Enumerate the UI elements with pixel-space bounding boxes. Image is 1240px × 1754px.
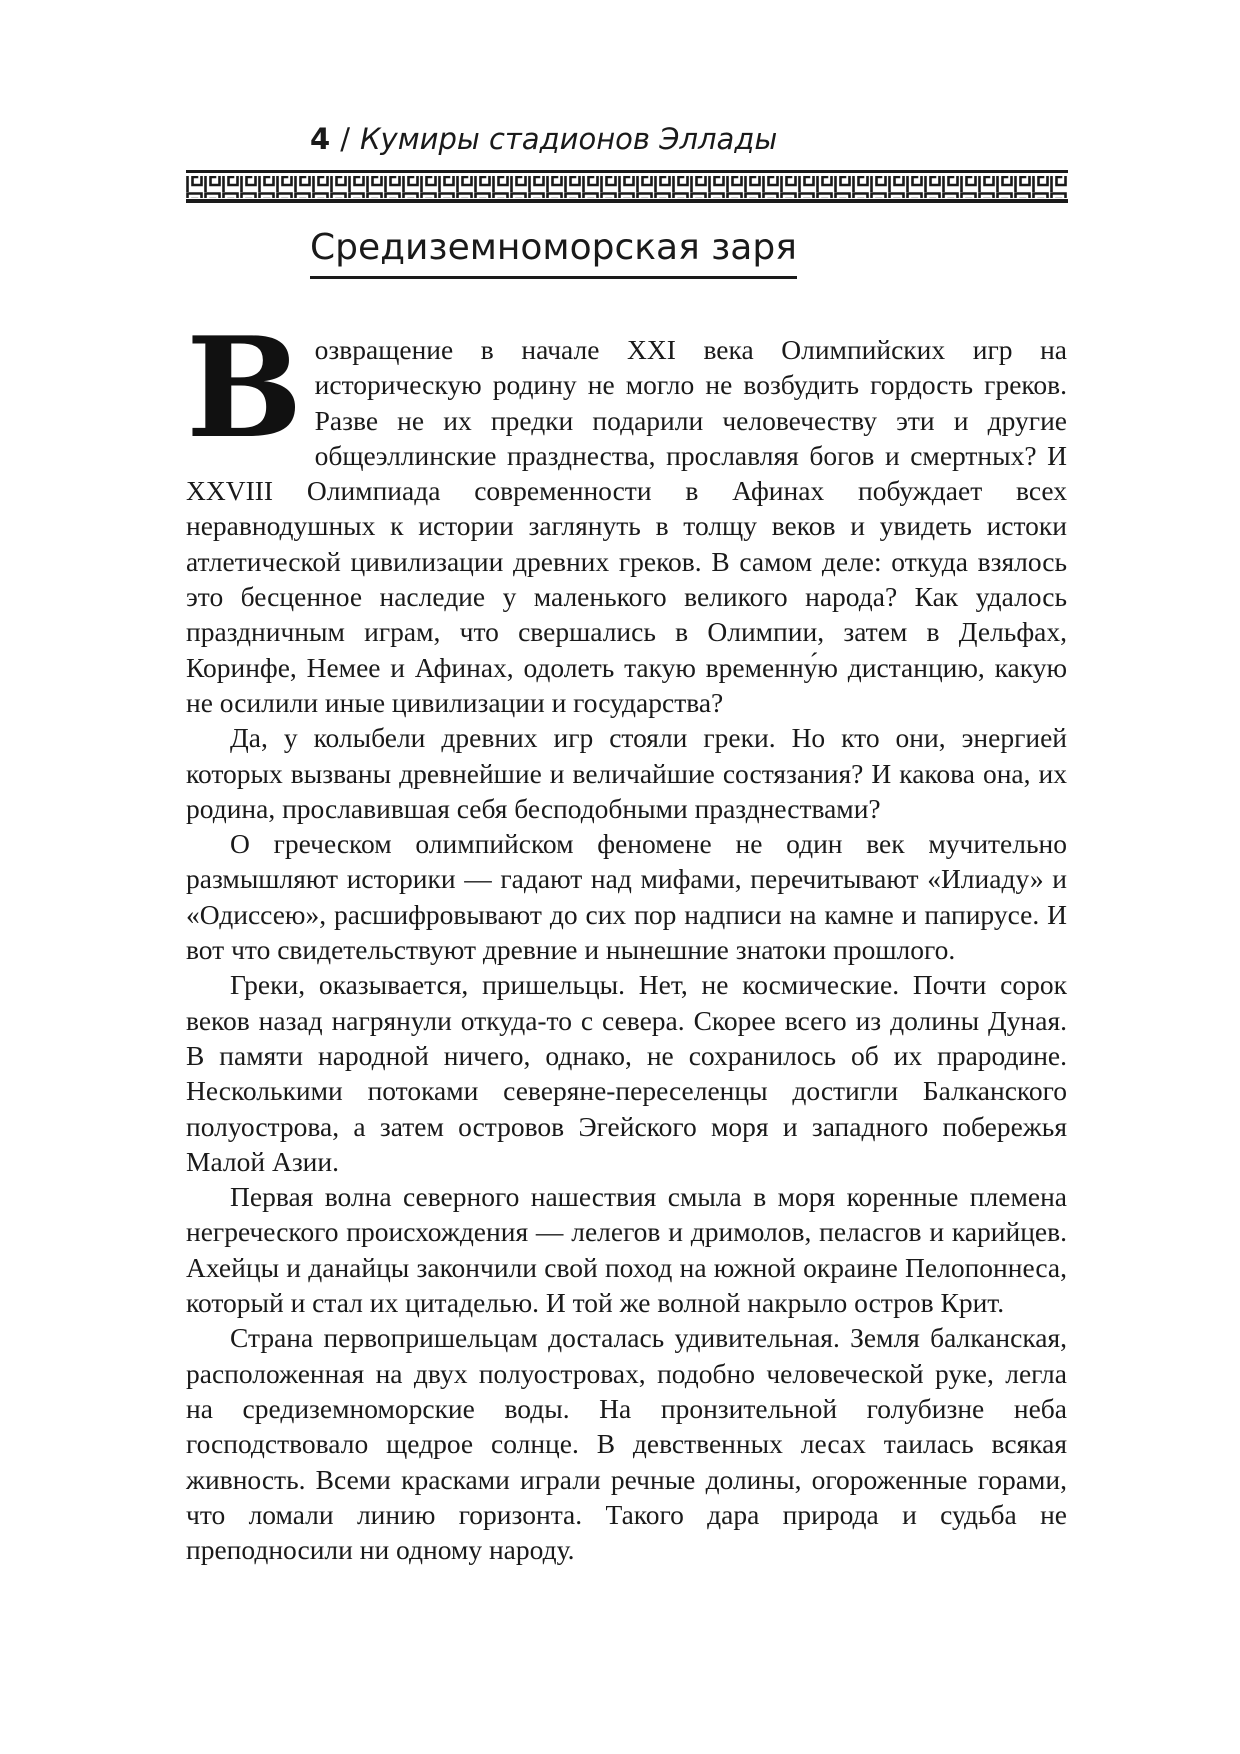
paragraph-3: О греческом олимпийском феномене не один век мучительно размышляют историки — гадают над мифами, перечитывают «Илиаду» и «Одиссею», расшифровывают до сих пор надписи на камне и папирусе. И вот что свидетельствуют древние и нынешние знатоки прошлого. (186, 828, 1067, 966)
paragraph-1 (186, 306, 1067, 720)
running-head (310, 120, 777, 158)
paragraph-1-text: озвращение в начале XXI века Олимпийских игр на историческую родину не могло не возбудить гордость греков. Разве не их предки подарили человечеству эти и другие общеэллинские празднества, прославляя богов и смертных? И XXVIII Олимпиада современности в Афинах побуждает всех неравнодушных к истории заглянуть в толщу веков и увидеть истоки атлетической цивилизации древних греков. В самом деле: откуда взялось это бесценное наследие у маленького великого народа? Как удалось праздничным играм, что свершались в Олимпии, затем в Дельфах, Коринфе, Немее и Афинах, одолеть такую временну́ю дистанцию, какую не осилили иные цивилизации и государства? (186, 334, 1067, 718)
chapter-title: Средиземноморская заря (310, 224, 797, 279)
drop-cap: В (186, 306, 303, 469)
body-text (186, 306, 1067, 1567)
paragraph-4: Греки, оказывается, пришельцы. Нет, не космические. Почти сорок веков назад нагрянули откуда-то с севера. Скорее всего из долины Дуная. В памяти народной ничего, однако, не сохранилось об их прародине. Несколькими потоками северяне-переселенцы достигли Балканского полуострова, а затем островов Эгейского моря и западного побережья Малой Азии. (186, 969, 1067, 1177)
paragraph-6: Страна первопришельцам досталась удивительная. Земля балканская, расположенная на двух полуостровах, подобно человеческой руке, легла на средиземноморские воды. На пронзительной голубизне неба господствовало щедрое солнце. В девственных лесах таилась всякая живность. Всеми красками играли речные долины, огороженные горами, что ломали линию горизонта. Такого дара природа и судьба не преподносили ни одному народу. (186, 1322, 1067, 1566)
paragraph-5: Первая волна северного нашествия смыла в моря коренные племена негреческого происхождения — лелегов и дримолов, пеласгов и карийцев. Ахейцы и данайцы закончили свой поход на южной окраине Пелопоннеса, который и стал их цитаделью. И той же волной накрыло остров Крит. (186, 1181, 1067, 1319)
greek-key-border (186, 170, 1068, 204)
page-number: 4 (310, 122, 331, 156)
book-title: Кумиры стадионов Эллады (359, 122, 778, 156)
paragraph-2: Да, у колыбели древних игр стояли греки. Но кто они, энергией которых вызваны древнейшие и величайшие состязания? И какова она, их родина, прославившая себя бесподобными празднествами? (186, 722, 1067, 824)
header-separator: / (340, 122, 350, 156)
